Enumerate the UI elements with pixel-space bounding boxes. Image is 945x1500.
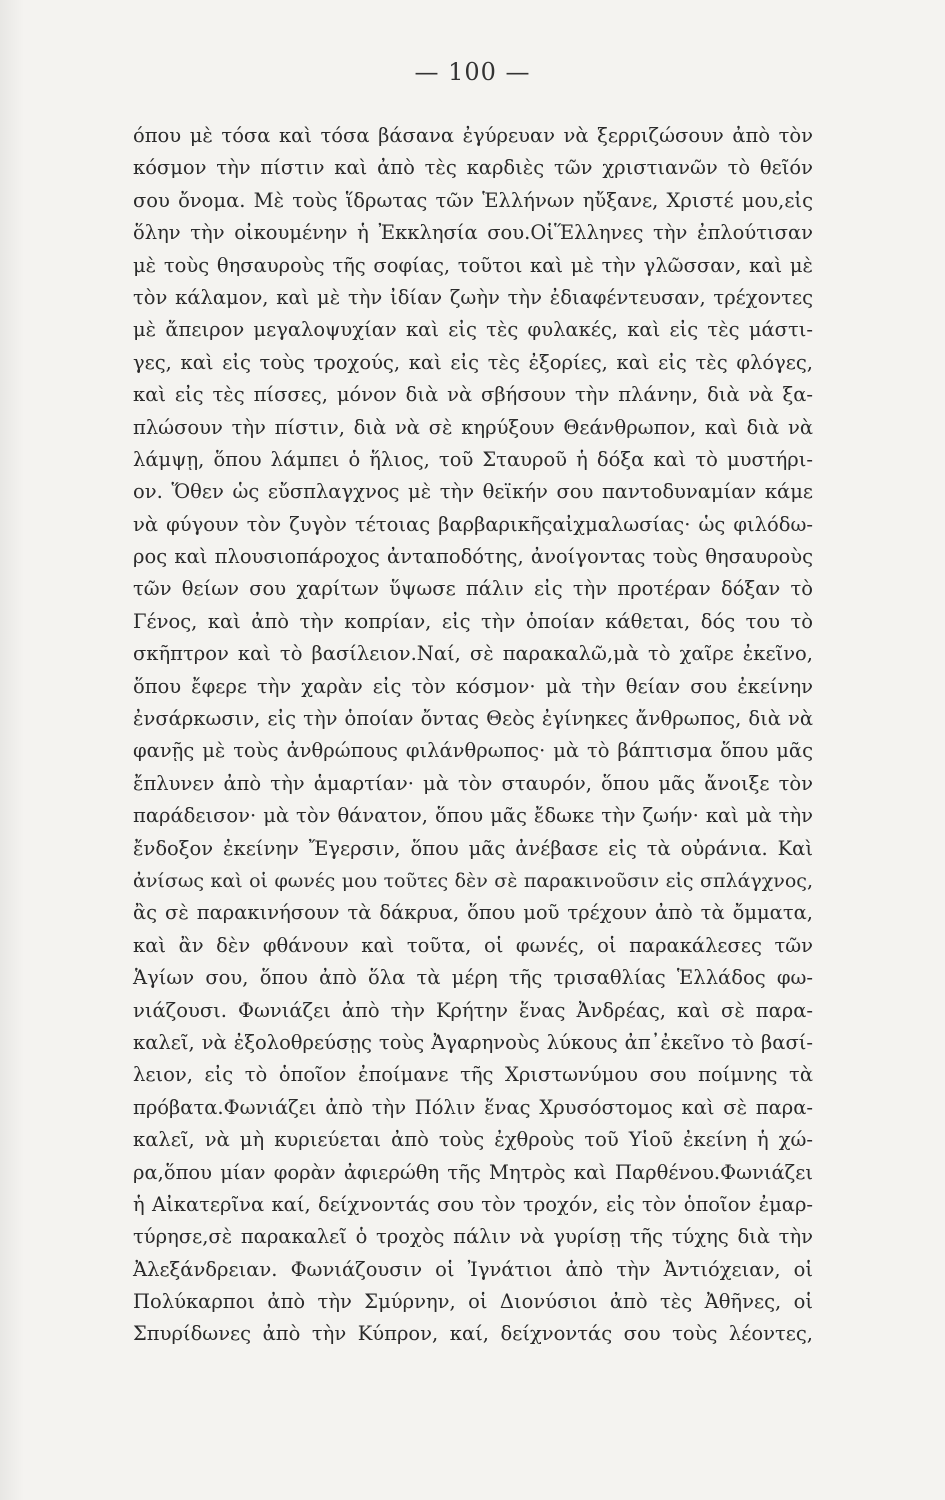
text-line: ἂς σὲ παρακινήσουν τὰ δάκρυα, ὅπου μοῦ τρέχουν ἀπὸ τὰ ὄμματα, — [133, 901, 813, 925]
text-line: κόσμον τὴν πίστιν καὶ ἀπὸ τὲς καρδιὲς τῶν χριστιανῶν τὸ θεῖόν — [133, 156, 813, 180]
text-line: καὶ εἰς τὲς πίσσες, μόνον διὰ νὰ σβήσουν τὴν πλάνην, διὰ νὰ ξα- — [133, 383, 813, 407]
text-line: μὲ ἄπειρον μεγαλοψυχίαν καὶ εἰς τὲς φυλακές, καὶ εἰς τὲς μάστι- — [133, 318, 813, 342]
text-line: νὰ φύγουν τὸν ζυγὸν τέτοιας βαρβαρικῆςαἰχμαλωσίας· ὡς φιλόδω- — [133, 512, 813, 536]
text-line: λάμψῃ, ὅπου λάμπει ὁ ἥλιος, τοῦ Σταυροῦ ἡ δόξα καὶ τὸ μυστήρι- — [133, 447, 813, 471]
text-line: Ἀλεξάνδρειαν. Φωνιάζουσιν οἱ Ἰγνάτιοι ἀπὸ τὴν Ἀντιόχειαν, οἱ — [133, 1257, 813, 1281]
text-line: ὅπου ἔφερε τὴν χαρὰν εἰς τὸν κόσμον· μὰ τὴν θείαν σου ἐκείνην — [133, 674, 813, 698]
text-line: ἀνίσως καὶ οἱ φωνές μου τοῦτες δὲν σὲ παρακινοῦσιν εἰς σπλάγχνος, — [133, 869, 813, 892]
text-line: ον. Ὅθεν ὡς εὔσπλαγχνος μὲ τὴν θεϊκήν σου παντοδυναμίαν κάμε — [133, 480, 813, 504]
page-number: — 100 — — [414, 58, 531, 86]
text-line: Σπυρίδωνες ἀπὸ τὴν Κύπρον, καί, δείχνοντάς σου τοὺς λέοντες, — [133, 1322, 813, 1346]
text-line: νιάζουσι. Φωνιάζει ἀπὸ τὴν Κρήτην ἕνας Ἀνδρέας, καὶ σὲ παρα- — [133, 998, 813, 1022]
text-line: σου ὄνομα. Μὲ τοὺς ἵδρωτας τῶν Ἑλλήνων ηὔξανε, Χριστέ μου,εἰς — [133, 188, 813, 212]
text-line: ἡ Αἰκατερῖνα καί, δείχνοντάς σου τὸν τροχόν, εἰς τὸν ὁποῖον ἐμαρ- — [133, 1192, 813, 1216]
text-line: παράδεισον· μὰ τὸν θάνατον, ὅπου μᾶς ἔδωκε τὴν ζωήν· καὶ μὰ τὴν — [133, 804, 813, 828]
text-line: Ἁγίων σου, ὅπου ἀπὸ ὅλα τὰ μέρη τῆς τρισαθλίας Ἑλλάδος φω- — [133, 966, 813, 990]
text-line: λειον, εἰς τὸ ὁποῖον ἐποίμανε τῆς Χριστωνύμου σου ποίμνης τὰ — [133, 1063, 813, 1087]
text-line: τύρησε,σὲ παρακαλεῖ ὁ τροχὸς πάλιν νὰ γυρίσῃ τῆς τύχης διὰ τὴν — [133, 1225, 813, 1249]
text-line: Πολύκαρποι ἀπὸ τὴν Σμύρνην, οἱ Διονύσιοι ἀπὸ τὲς Ἀθῆνες, οἱ — [133, 1290, 813, 1314]
text-line: ἐνσάρκωσιν, εἰς τὴν ὁποίαν ὄντας Θεὸς ἐγίνηκες ἄνθρωπος, διὰ νὰ — [133, 707, 813, 731]
text-line: ρα,ὅπου μίαν φορὰν ἀφιερώθη τῆς Μητρὸς καὶ Παρθένου.Φωνιάζει — [133, 1160, 813, 1184]
text-line: ὅλην τὴν οἰκουμένην ἡ Ἐκκλησία σου.ΟἱἝλληνες τὴν ἐπλούτισαν — [133, 221, 813, 245]
text-line: ρος καὶ πλουσιοπάροχος ἀνταποδότης, ἀνοίγοντας τοὺς θησαυροὺς — [133, 545, 813, 569]
text-line: ἔπλυνεν ἀπὸ τὴν ἁμαρτίαν· μὰ τὸν σταυρόν, ὅπου μᾶς ἄνοιξε τὸν — [133, 771, 813, 795]
text-line: τῶν θείων σου χαρίτων ὕψωσε πάλιν εἰς τὴν προτέραν δόξαν τὸ — [133, 577, 813, 601]
text-line: καλεῖ, νὰ μὴ κυριεύεται ἀπὸ τοὺς ἐχθροὺς τοῦ Υἱοῦ ἐκείνη ἡ χώ- — [133, 1128, 813, 1152]
text-line: Γένος, καὶ ἀπὸ τὴν κοπρίαν, εἰς τὴν ὁποίαν κάθεται, δός του τὸ — [133, 609, 813, 633]
text-line: πρόβατα.Φωνιάζει ἀπὸ τὴν Πόλιν ἕνας Χρυσόστομος καὶ σὲ παρα- — [133, 1095, 813, 1119]
text-line: ἔνδοξον ἐκείνην Ἔγερσιν, ὅπου μᾶς ἀνέβασε εἰς τὰ οὐράνια. Καὶ — [133, 836, 813, 860]
text-line: σκῆπτρον καὶ τὸ βασίλειον.Ναί, σὲ παρακαλῶ,μὰ τὸ χαῖρε ἐκεῖνο, — [133, 642, 813, 666]
text-line: μὲ τοὺς θησαυροὺς τῆς σοφίας, τοῦτοι καὶ μὲ τὴν γλῶσσαν, καὶ μὲ — [133, 253, 813, 277]
page-gutter-shadow — [0, 0, 24, 1500]
text-line: καλεῖ, νὰ ἐξολοθρεύσῃς τοὺς Ἀγαρηνοὺς λύκους ἀπ᾽ἐκεῖνο τὸ βασί- — [133, 1030, 813, 1054]
text-line: τὸν κάλαμον, καὶ μὲ τὴν ἰδίαν ζωὴν τὴν ἐδιαφέντευσαν, τρέχοντες — [133, 285, 813, 309]
text-line: καὶ ἂν δὲν φθάνουν καὶ τοῦτα, οἱ φωνές, οἱ παρακάλεσες τῶν — [133, 933, 813, 957]
text-line: πλώσουν τὴν πίστιν, διὰ νὰ σὲ κηρύξουν Θεάνθρωπον, καὶ διὰ νὰ — [133, 415, 813, 439]
text-line: όπου μὲ τόσα καὶ τόσα βάσανα ἐγύρευαν νὰ ξερριζώσουν ἀπὸ τὸν — [133, 124, 813, 147]
text-line: γες, καὶ εἰς τοὺς τροχούς, καὶ εἰς τὲς ἐξορίες, καὶ εἰς τὲς φλόγες, — [133, 350, 813, 374]
body-text — [133, 120, 813, 1351]
text-line: φανῇς μὲ τοὺς ἀνθρώπους φιλάνθρωπος· μὰ τὸ βάπτισμα ὅπου μᾶς — [133, 739, 813, 763]
